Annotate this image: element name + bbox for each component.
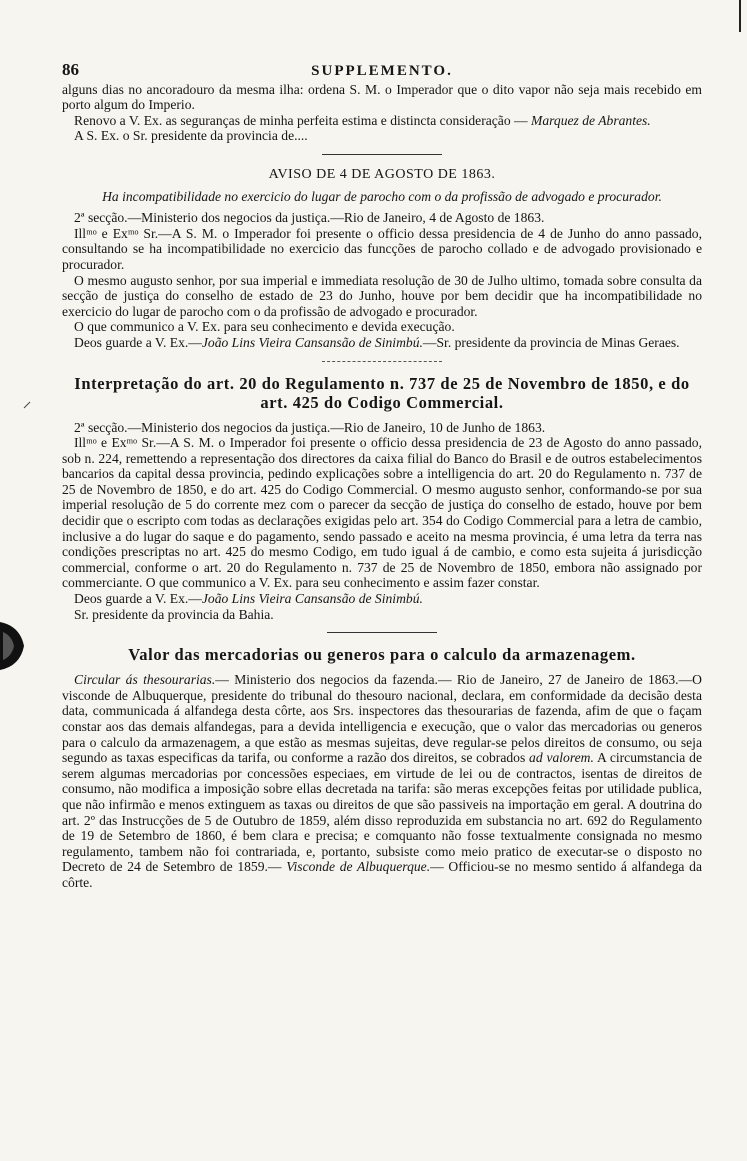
valor-heading: Valor das mercadorias ou generos para o calculo da armazenagem. bbox=[128, 645, 636, 665]
aviso-paragraph-4: O que communico a V. Ex. para seu conhecimento e devida execução. bbox=[74, 319, 455, 335]
aviso-subtitle: Ha incompatibilidade no exercicio do lugar de parocho com o da profissão de advogado e procurador. bbox=[102, 188, 662, 204]
addressee-line: A S. Ex. o Sr. presidente da provincia de.... bbox=[74, 128, 308, 144]
interpretacao-heading: Interpretação do art. 20 do Regulamento n. 737 de 25 de Novembro de 1850, e do art. 425 do Codigo Commercial. bbox=[74, 373, 690, 412]
valor-text-2: A circumstancia de serem algumas mercadorias por concessões especiaes, em virtude de lei ou de contractos, isentas de direitos de consumo, não modifica a imposição sobre ellas decretada na tarifa: são meras excepções feitas por utilidade publica, que não infirmão e menos extinguem as taxas ou direitos de que são passiveis na importação em geral. A doutrina do art. 2º das Instrucções de 5 de Outubro de 1859, além disso reproduzida em substancia no art. 692 do Regulamento de 19 de Setembro de 1860, é bem clara e precisa; e comquanto não fosse textualmente consignada no mesmo regulamento, tambem não foi contrariada, e, portanto, subsiste como meio pratico de executar-se o disposto no Decreto de 24 de Setembro de 1859.— bbox=[62, 750, 702, 875]
aviso-signature: João Lins Vieira Cansansão de Sinimbú. bbox=[201, 334, 423, 350]
aviso-paragraph-5 bbox=[62, 335, 702, 351]
page-number: 86 bbox=[62, 60, 79, 79]
running-title: SUPPLEMENTO. bbox=[311, 63, 453, 79]
margin-tick-mark bbox=[22, 400, 32, 410]
closing-text: Renovo a V. Ex. as seguranças de minha perfeita estima e distincta consideração — bbox=[74, 112, 528, 128]
section-divider bbox=[322, 154, 442, 155]
binding-hole-mark bbox=[0, 618, 28, 674]
interpretacao-paragraph-4: Sr. presidente da provincia da Bahia. bbox=[74, 606, 274, 622]
section-divider bbox=[327, 632, 437, 633]
signature-abrantes: Marquez de Abrantes. bbox=[531, 112, 651, 128]
continuation-paragraph: alguns dias no ancoradouro da mesma ilha: ordena S. M. o Imperador que o dito vapor não seja mais recebido em porto algum do Imperio. bbox=[62, 81, 702, 113]
valor-paragraph bbox=[62, 672, 702, 890]
interpretacao-paragraph-3 bbox=[62, 591, 702, 607]
ad-valorem-term: ad valorem. bbox=[529, 750, 594, 766]
aviso-paragraph-1: 2ª secção.—Ministerio dos negocios da justiça.—Rio de Janeiro, 4 de Agosto de 1863. bbox=[74, 210, 545, 226]
circular-label: Circular ás thesourarias. bbox=[74, 672, 216, 688]
aviso-paragraph-2: Illᵐᵒ e Exᵐᵒ Sr.—A S. M. o Imperador foi presente o officio dessa presidencia de 4 de Junho do anno passado, consultando se ha incompatibilidade no exercicio das funcções de parocho collado e de advogado provisionado e procurador. bbox=[62, 225, 702, 272]
document-page bbox=[62, 62, 702, 891]
aviso-paragraph-3: O mesmo augusto senhor, por sua imperial e immediata resolução de 30 de Julho ultimo, tomada sobre consulta da secção de justiça do conselho de estado de 23 do Junho, houve por bem decidir que ha incompatibilidade no exercicio do lugar de parocho com o da profissão de advogado e procurador. bbox=[62, 272, 702, 319]
aviso-title: AVISO DE 4 DE AGOSTO DE 1863. bbox=[268, 166, 496, 182]
aviso-closing-end: —Sr. presidente da provincia de Minas Geraes. bbox=[422, 334, 680, 350]
continuation-closing bbox=[62, 113, 702, 129]
interpretacao-paragraph-2: Illᵐᵒ e Exᵐᵒ Sr.—A S. M. o Imperador foi presente o officio dessa presidencia de 23 de Agosto do anno passado, sob n. 224, remettendo a representação dos directores da caixa filial do Banco do Brasil e de outros estabelecimentos bancarios da capital dessa provincia, pedindo explicações sobre a intelligencia do art. 20 do Regulamento n. 737 de 25 de Novembro de 1850, e do art. 425 do Codigo Commercial. O mesmo augusto senhor, conformando-se por sua imperial resolução de 5 do corrente mez com o parecer da secção de justiça do conselho de estado, houve por bem decidir que o escripto com todas as declarações exigidas pelo art. 354 do Codigo Commercial para a letra de cambio, inclusive a do lugar do saque e do pagamento, sendo passado e aceito na mesma provincia, é uma letra da terra nas condições prescriptas no art. 425 do mesmo Codigo, em tudo igual á de cambio, e como esta sujeita á jurisdicção commercial, conforme o art. 20 do Regulamento n. 737 de 25 de Novembro de 1850, embora não assignado por commerciante. O que communico a V. Ex. para seu conhecimento e assim fazer constar. bbox=[62, 435, 702, 591]
interpretacao-signature: João Lins Vieira Cansansão de Sinimbú. bbox=[201, 591, 423, 607]
aviso-closing-start: Deos guarde a V. Ex.— bbox=[74, 334, 202, 350]
page-header bbox=[62, 62, 702, 80]
page-edge-mark bbox=[737, 0, 743, 32]
valor-text-1: — Ministerio dos negocios da fazenda.— Rio de Janeiro, 27 de Janeiro de 1863.—O visconde de Albuquerque, presidente do tribunal do thesouro nacional, declara, em conformidade da decisão desta data, communicada á alfandega desta côrte, aos Srs. inspectores das thesourarias de fazenda, afim de que o façam constar aos das demais alfandegas, para a devida intelligencia e execução, que o valor das mercadorias ou generos para o calculo da armazenagem, a que estão as mesmas sujeitas, deve regular-se pelos direitos de consumo, ou seja segundo as taxas especificas da tarifa, ou conforme a razão dos direitos, se cobrados bbox=[62, 672, 702, 766]
interpretacao-closing-start: Deos guarde a V. Ex.— bbox=[74, 591, 202, 607]
valor-signature: Visconde de Albuquerque. bbox=[286, 859, 431, 875]
section-divider bbox=[322, 361, 442, 362]
interpretacao-paragraph-1: 2ª secção.—Ministerio dos negocios da justiça.—Rio de Janeiro, 10 de Junho de 1863. bbox=[74, 419, 546, 435]
valor-text-end: — Officiou-se no mesmo sentido á alfandega da côrte. bbox=[62, 859, 702, 890]
